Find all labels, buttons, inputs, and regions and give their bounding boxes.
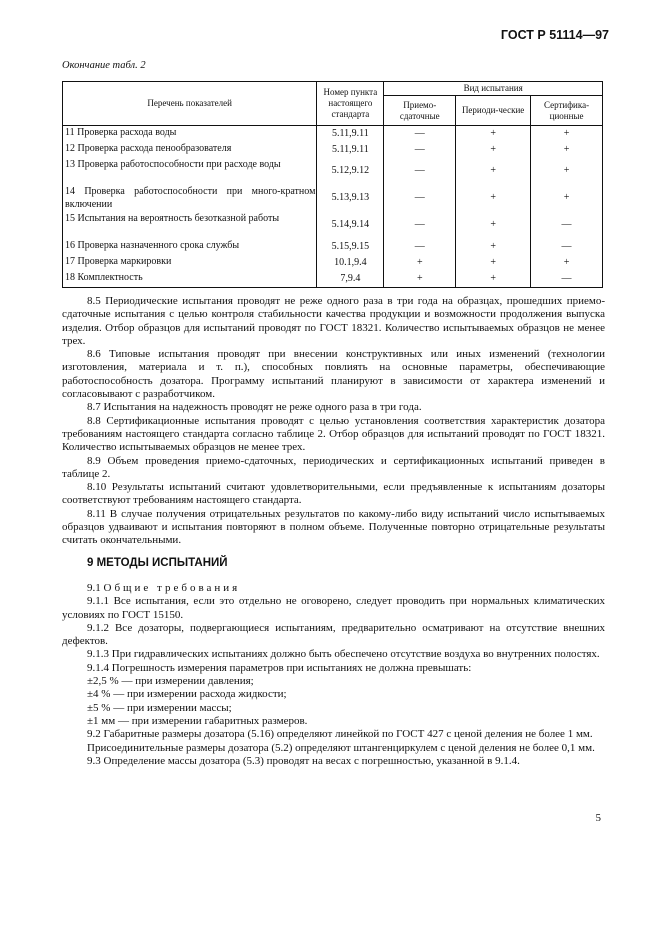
paragraph-8-11: 8.11 В случае получения отрицательных результатов по какому-либо виду испытаний число испытываемых образцов удваивают и испытания повторяют в полном объеме. Полученные повторно отрицательные результаты считать окончательными. — [62, 507, 605, 547]
tests-table — [62, 81, 603, 288]
row-acceptance: — — [384, 126, 456, 143]
paragraph-9-2: 9.2 Габаритные размеры дозатора (5.16) определяют линейкой по ГОСТ 427 с ценой деления не более 1 мм. — [87, 728, 593, 741]
paragraph-8-5: 8.5 Периодические испытания проводят не реже одного раза в три года на образцах, прошедших приемо-сдаточные испытания с целью контроля стабильности качества продукции и возможности продолжения выпуска изделия. Отбор образцов для испытаний проводят по ГОСТ 18321. Количество испытываемых образцов не менее трех. — [62, 295, 605, 347]
row-name: 15 Испытания на вероятность безотказной работы — [65, 213, 280, 224]
tolerance-dimensions: ±1 мм — при измерении габаритных размеров. — [87, 714, 308, 727]
col-periodic-header: Периоди-ческие — [456, 96, 531, 126]
row-periodic: + — [456, 185, 531, 212]
row-name: 14 Проверка работоспособности при много-кратном включении — [65, 186, 316, 210]
row-certification: — — [531, 271, 603, 288]
row-periodic: + — [456, 212, 531, 239]
table-row — [63, 142, 603, 158]
table-row — [63, 255, 603, 271]
row-clause: 5.14,9.14 — [317, 212, 384, 239]
row-periodic: + — [456, 142, 531, 158]
row-name: 12 Проверка расхода пенообразователя — [65, 143, 232, 154]
row-acceptance: + — [384, 255, 456, 271]
row-acceptance: — — [384, 142, 456, 158]
table-row — [63, 271, 603, 288]
page-number: 5 — [595, 812, 601, 824]
row-name: 11 Проверка расхода воды — [65, 127, 177, 138]
row-periodic: + — [456, 126, 531, 143]
row-certification: + — [531, 158, 603, 185]
row-certification: + — [531, 142, 603, 158]
paragraph-9-1-1: 9.1.1 Все испытания, если это отдельно не оговорено, следует проводить при нормальных климатических условиях по ГОСТ 15150. — [62, 595, 605, 621]
tolerance-pressure: ±2,5 % — при измерении давления; — [87, 675, 254, 688]
row-clause: 10.1,9.4 — [317, 255, 384, 271]
row-acceptance: — — [384, 239, 456, 255]
row-periodic: + — [456, 271, 531, 288]
paragraph-8-10: 8.10 Результаты испытаний считают удовлетворительными, если предъявленные к испытаниям дозаторы соответствуют требованиям настоящего стандарта. — [62, 481, 605, 507]
row-clause: 5.11,9.11 — [317, 142, 384, 158]
tolerance-flow: ±4 % — при измерении расхода жидкости; — [87, 688, 287, 701]
section-9-body — [62, 582, 605, 768]
row-certification: + — [531, 185, 603, 212]
row-acceptance: — — [384, 158, 456, 185]
row-clause: 5.13,9.13 — [317, 185, 384, 212]
row-name: 13 Проверка работоспособности при расходе воды — [65, 159, 281, 170]
col-test-type-header: Вид испытания — [384, 82, 603, 96]
row-name: 17 Проверка маркировки — [65, 256, 172, 267]
row-certification: — — [531, 239, 603, 255]
table-row — [63, 239, 603, 255]
table-row — [63, 158, 603, 185]
general-requirements-heading — [62, 582, 605, 595]
standard-code: ГОСТ Р 51114—97 — [500, 28, 609, 42]
row-name: 18 Комплектность — [65, 272, 143, 283]
row-acceptance: — — [384, 212, 456, 239]
col-indicators-header: Перечень показателей — [63, 82, 317, 126]
row-certification: — — [531, 212, 603, 239]
table-caption: Окончание табл. 2 — [62, 60, 146, 71]
paragraph-8-7: 8.7 Испытания на надежность проводят не реже одного раза в три года. — [87, 401, 422, 414]
section-9-title: 9 МЕТОДЫ ИСПЫТАНИЙ — [87, 557, 228, 569]
section-8-body — [62, 295, 605, 548]
col-acceptance-header: Приемо-сдаточные — [384, 96, 456, 126]
row-periodic: + — [456, 239, 531, 255]
row-clause: 5.15,9.15 — [317, 239, 384, 255]
row-certification: + — [531, 126, 603, 143]
row-clause: 7,9.4 — [317, 271, 384, 288]
row-name: 16 Проверка назначенного срока службы — [65, 240, 240, 251]
row-clause: 5.12,9.12 — [317, 158, 384, 185]
col-certification-header: Сертифика-ционные — [531, 96, 603, 126]
col-clause-header: Номер пункта настоящего стандарта — [317, 82, 384, 126]
paragraph-9-2-connection: Присоединительные размеры дозатора (5.2) определяют штангенциркулем с ценой деления не более 0,1 мм. — [87, 741, 595, 754]
paragraph-8-9: 8.9 Объем проведения приемо-сдаточных, периодических и сертификационных испытаний приведен в таблице 2. — [62, 454, 605, 480]
paragraph-8-6: 8.6 Типовые испытания проводят при внесении конструктивных или иных изменений (технологии изготовления, материала и т. п.), способных повлиять на основные параметры, обеспечивающие работоспособность дозатора. Программу испытаний планируют в зависимости от характера изменений и согласовывают с разработчиком. — [62, 348, 605, 401]
general-title: Общие требования — [103, 582, 241, 594]
general-number: 9.1 — [87, 582, 101, 594]
paragraph-9-1-2: 9.1.2 Все дозаторы, подвергающиеся испытаниям, предварительно осматривают на отсутствие внешних дефектов. — [62, 621, 605, 648]
row-periodic: + — [456, 255, 531, 271]
row-clause: 5.11,9.11 — [317, 126, 384, 143]
table-row — [63, 185, 603, 212]
row-acceptance: — — [384, 185, 456, 212]
table-row — [63, 126, 603, 143]
paragraph-9-1-3: 9.1.3 При гидравлических испытаниях должно быть обеспечено отсутствие воздуха во внутренних полостях. — [87, 648, 600, 661]
paragraph-9-3: 9.3 Определение массы дозатора (5.3) проводят на весах с погрешностью, указанной в 9.1.4. — [87, 754, 520, 767]
tolerance-mass: ±5 % — при измерении массы; — [87, 701, 232, 714]
paragraph-8-8: 8.8 Сертификационные испытания проводят с целью установления соответствия характеристик дозатора требованиям настоящего стандарта согласно таблице 2. Отбор образцов для испытаний проводят по ГОСТ 18321. Количество испытываемых образцов не менее трех. — [62, 414, 605, 454]
row-certification: + — [531, 255, 603, 271]
paragraph-9-1-4: 9.1.4 Погрешность измерения параметров при испытаниях не должна превышать: — [87, 661, 472, 674]
table-row — [63, 212, 603, 239]
row-acceptance: + — [384, 271, 456, 288]
row-periodic: + — [456, 158, 531, 185]
